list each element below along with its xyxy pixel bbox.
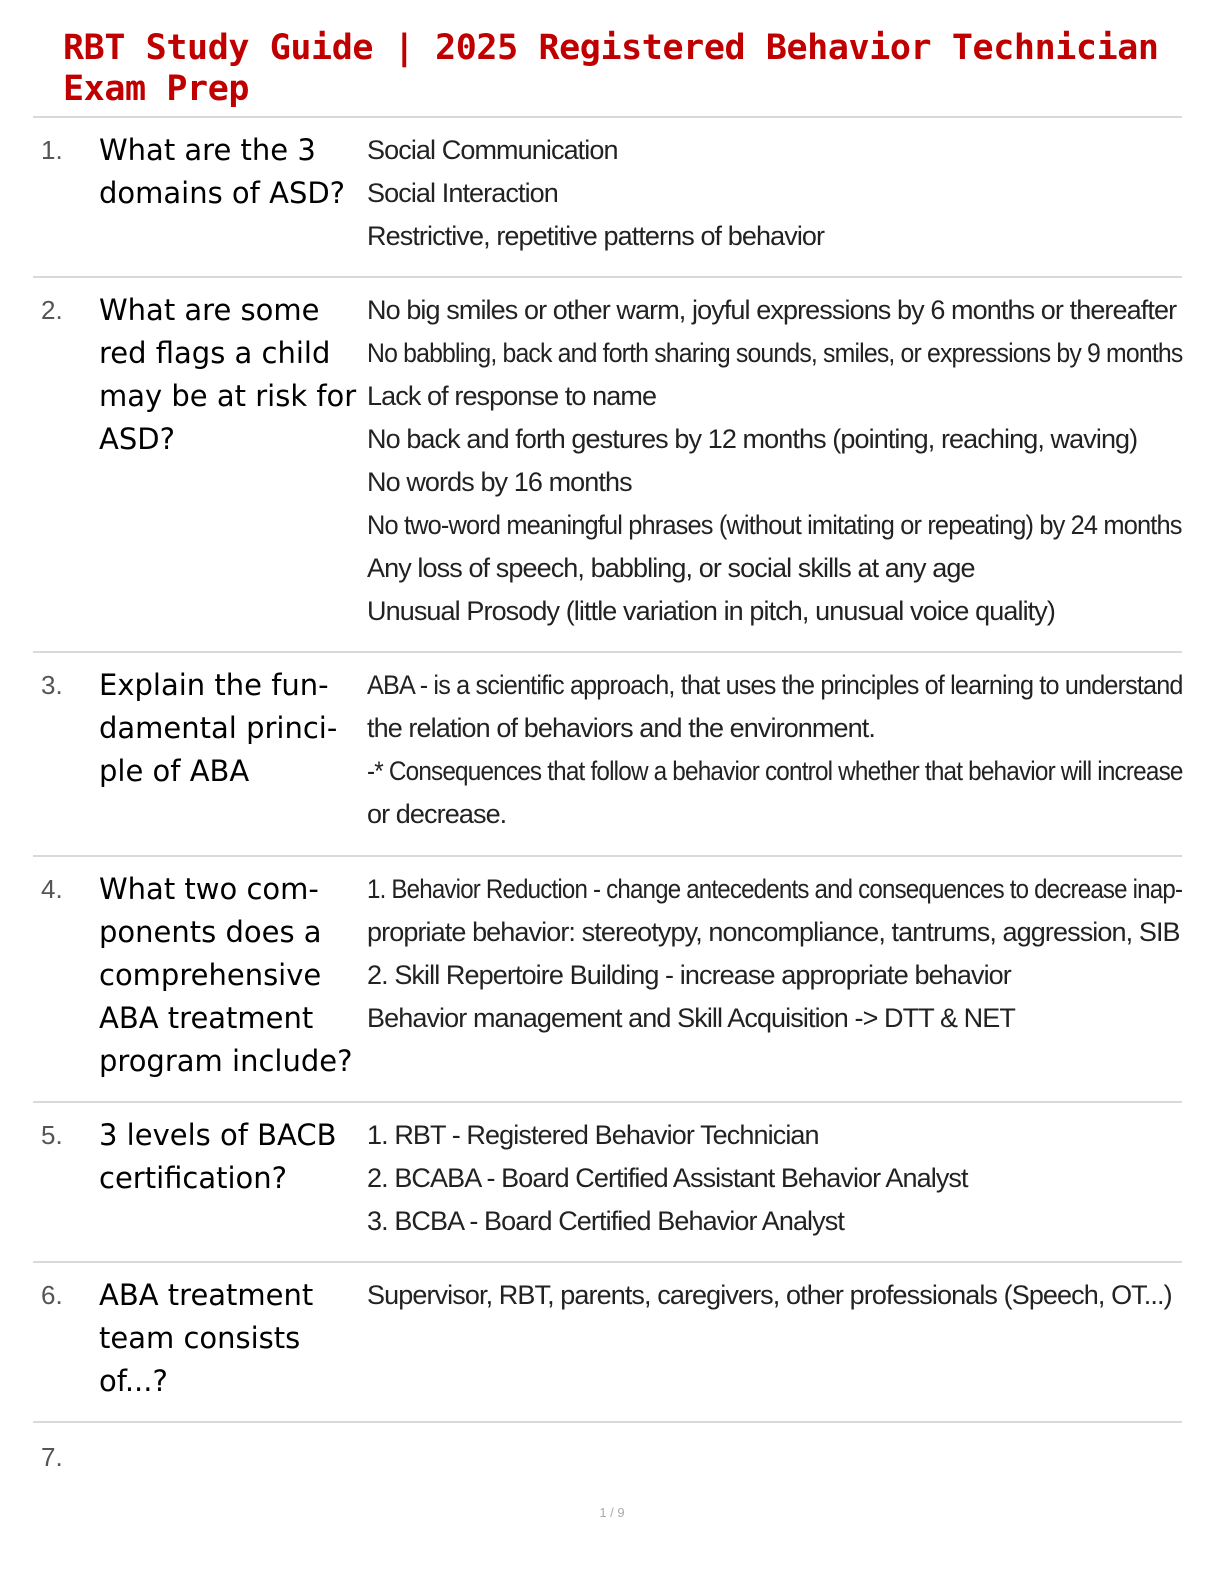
answer-line: 1. RBT - Registered Behavior Technician <box>367 1120 819 1150</box>
answer-line: ABA - is a scientific approach, that uses the principles of learning to understand <box>367 670 1183 700</box>
answer-line: Social Communication <box>367 135 618 165</box>
question-text: Explain the fun-damental princi-ple of ABA <box>99 668 338 788</box>
question-text: What two com-ponents does a comprehensive ABA treatment program include? <box>99 872 353 1078</box>
answer-line: Lack of response to name <box>367 381 657 411</box>
divider <box>33 276 1182 278</box>
answer-text <box>367 1114 1182 1243</box>
answer-line: Supervisor, RBT, parents, caregivers, other professionals (Speech, OT...) <box>367 1280 1172 1310</box>
answer-line: Social Interaction <box>367 178 558 208</box>
answer-line: Unusual Prosody (little variation in pitch, unusual voice quality) <box>367 596 1055 626</box>
answer-text <box>367 129 1182 258</box>
answer-line: No big smiles or other warm, joyful expressions by 6 months or thereafter <box>367 295 1177 325</box>
answer-text <box>367 289 1182 633</box>
answer-text <box>367 664 1182 836</box>
item-number: 4. <box>41 874 63 904</box>
question-text: ABA treatment team consists of...? <box>99 1278 314 1398</box>
answer-line: Behavior management and Skill Acquisition -> DTT & NET <box>367 1003 1015 1033</box>
answer-line: 2. BCABA - Board Certified Assistant Behavior Analyst <box>367 1163 968 1193</box>
answer-text <box>367 868 1182 1040</box>
question-text: What are the 3 domains of ASD? <box>99 133 346 210</box>
answer-line: 1. Behavior Reduction - change antecedents and consequences to decrease inap- <box>367 874 1183 904</box>
answer-line: propriate behavior: stereotypy, noncompliance, tantrums, aggression, SIB <box>367 917 1180 947</box>
answer-text <box>367 1274 1182 1317</box>
item-number: 2. <box>41 295 63 325</box>
answer-line: Any loss of speech, babbling, or social skills at any age <box>367 553 975 583</box>
answer-line: No words by 16 months <box>367 467 632 497</box>
item-number: 6. <box>41 1280 63 1310</box>
divider <box>33 1101 1182 1103</box>
divider <box>33 855 1182 857</box>
item-number: 1. <box>41 135 63 165</box>
divider <box>33 1261 1182 1263</box>
question-text: What are some red flags a child may be at risk for ASD? <box>99 293 357 456</box>
answer-line: -* Consequences that follow a behavior control whether that behavior will increase <box>367 756 1183 786</box>
page-indicator: 1 / 9 <box>599 1505 625 1520</box>
item-number: 5. <box>41 1120 63 1150</box>
answer-line: No back and forth gestures by 12 months (pointing, reaching, waving) <box>367 424 1138 454</box>
answer-line: 3. BCBA - Board Certified Behavior Analyst <box>367 1206 844 1236</box>
answer-line: Restrictive, repetitive patterns of behavior <box>367 221 825 251</box>
divider <box>33 116 1182 118</box>
divider <box>33 1421 1182 1423</box>
question-text: 3 levels of BACB certification? <box>99 1118 337 1195</box>
answer-line: the relation of behaviors and the environment. <box>367 713 875 743</box>
answer-line: No babbling, back and forth sharing sounds, smiles, or expressions by 9 months <box>367 338 1183 368</box>
answer-line: 2. Skill Repertoire Building - increase appropriate behavior <box>367 960 1011 990</box>
item-number: 7. <box>41 1442 63 1472</box>
item-number: 3. <box>41 670 63 700</box>
answer-line: No two-word meaningful phrases (without imitating or repeating) by 24 months <box>367 510 1182 540</box>
document-title: RBT Study Guide | 2025 Registered Behavior Technician Exam Prep <box>63 28 1159 109</box>
answer-line: or decrease. <box>367 799 507 829</box>
divider <box>33 651 1182 653</box>
